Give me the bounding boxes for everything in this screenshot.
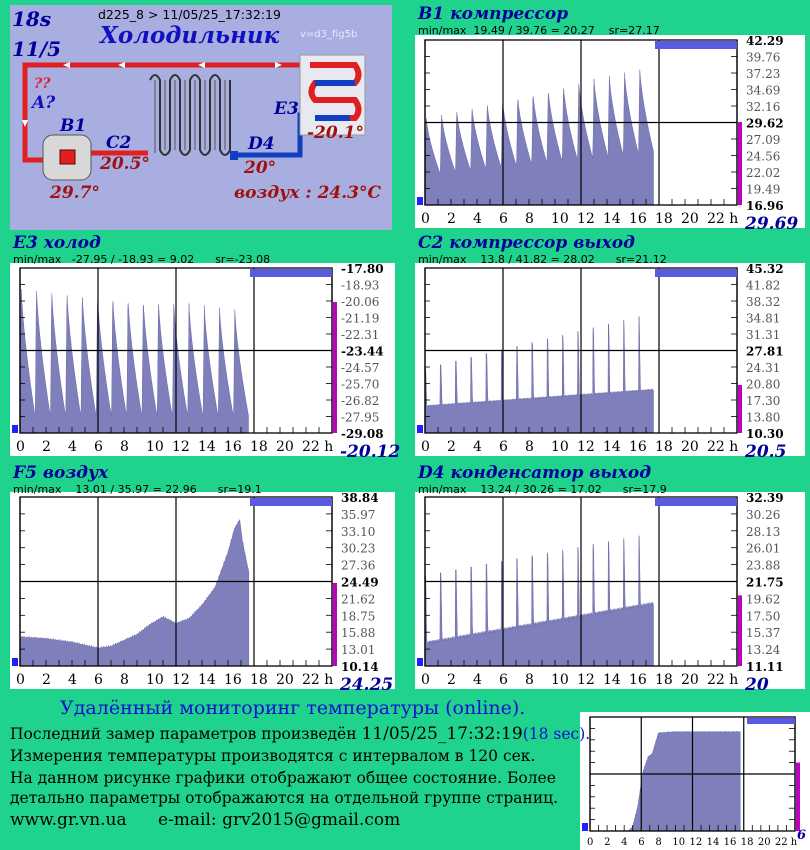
current-level-bar — [738, 122, 742, 205]
x-tick-label: 16 — [629, 439, 647, 455]
start-marker — [417, 658, 423, 666]
y-tick-label: 35.97 — [341, 507, 376, 522]
series-area — [425, 536, 654, 666]
chart-title-f5: F5 воздух — [13, 463, 109, 483]
current-level-bar — [333, 583, 337, 666]
x-tick-label: 20 — [757, 837, 771, 848]
chart-panel-extra — [580, 712, 810, 850]
y-tick-label: 34.69 — [746, 83, 781, 98]
air-temperature: воздух : 24.3°C — [234, 183, 382, 203]
x-tick-label: 6 — [499, 211, 508, 227]
y-tick-label: 10.30 — [746, 427, 784, 441]
device-timestamp: d225_8 > 11/05/25_17:32:19 — [98, 7, 281, 22]
y-tick-label: 24.49 — [341, 575, 379, 590]
chart-svg-f5 — [10, 492, 395, 689]
y-tick-label: 31.31 — [746, 328, 781, 342]
last-measure-time: 11/05/25_17:32:19 — [361, 724, 523, 744]
y-tick-label: -24.57 — [341, 361, 380, 375]
x-tick-label: 22 h — [302, 439, 334, 455]
y-tick-label: 33.10 — [341, 524, 376, 539]
chart-stats-e3: min/max -27.95 / -18.93 = 9.02 sr=-23.08 — [13, 253, 271, 266]
chart-title-c2: C2 компрессор выход — [418, 233, 635, 253]
current-value-extra: 6 — [797, 828, 807, 843]
chart-svg-c2 — [415, 263, 805, 456]
x-tick-label: 8 — [525, 211, 534, 227]
x-tick-label: 10 — [146, 439, 164, 455]
current-level-bar — [738, 595, 742, 666]
x-tick-label: 14 — [198, 672, 216, 688]
sensor-c2-value: 20.5° — [100, 154, 150, 174]
capillary-node — [230, 151, 238, 160]
chart-svg-e3 — [10, 263, 395, 456]
x-tick-label: 12 — [577, 672, 595, 688]
chart-panel-e3 — [10, 263, 395, 456]
x-tick-label: 2 — [42, 672, 51, 688]
measure-interval: (18 sec). — [522, 725, 591, 743]
y-tick-label: 41.82 — [746, 278, 781, 293]
chart-title-b1: B1 компрессор — [418, 4, 569, 24]
y-tick-label: 17.30 — [746, 394, 781, 408]
y-tick-label: 19.62 — [746, 592, 781, 607]
info-line-3: На данном рисунке графики отображают общее состояние. Более — [10, 769, 556, 787]
current-value-c2: 20.5 — [745, 442, 787, 462]
series-area — [425, 70, 654, 205]
y-tick-label: 22.02 — [746, 166, 781, 180]
current-level-bar — [333, 302, 337, 433]
x-tick-label: 16 — [723, 837, 737, 848]
x-tick-label: 2 — [447, 439, 456, 455]
x-tick-label: 18 — [740, 837, 754, 848]
x-tick-label: 20 — [681, 439, 699, 455]
x-tick-label: 2 — [447, 672, 456, 688]
current-value-f5: 24.25 — [340, 675, 394, 695]
y-tick-label: 27.36 — [341, 558, 376, 573]
y-tick-label: 19.49 — [746, 182, 781, 197]
x-tick-label: 12 — [577, 439, 595, 455]
x-tick-label: 20 — [681, 672, 699, 688]
period-bar — [250, 269, 332, 277]
x-tick-label: 4 — [473, 211, 482, 227]
x-tick-label: 4 — [68, 672, 77, 688]
x-tick-label: 18 — [250, 439, 268, 455]
x-tick-label: 0 — [421, 439, 430, 455]
y-tick-label: 27.09 — [746, 133, 781, 147]
x-tick-label: 12 — [172, 672, 190, 688]
y-tick-label: -17.80 — [341, 263, 384, 276]
x-tick-label: 12 — [172, 439, 190, 455]
y-tick-label: -20.06 — [341, 295, 380, 309]
x-tick-label: 10 — [146, 672, 164, 688]
start-marker — [12, 425, 18, 433]
y-tick-label: 37.23 — [746, 67, 781, 81]
chart-stats-b1: min/max 19.49 / 39.76 = 20.27 sr=27.17 — [418, 24, 660, 37]
website-link[interactable]: www.gr.vn.ua — [10, 810, 127, 830]
interval-label: 18s — [12, 7, 52, 31]
x-tick-label: 8 — [525, 439, 534, 455]
current-level-bar — [738, 385, 742, 433]
sensor-e3-label: E3 — [274, 99, 299, 119]
x-tick-label: 4 — [621, 837, 628, 848]
start-marker — [417, 425, 423, 433]
x-tick-label: 0 — [16, 439, 25, 455]
info-line-2: Измерения температуры производятся с интервалом в 120 сек. — [10, 747, 536, 765]
sensor-d4-value: 20° — [244, 158, 277, 178]
period-bar — [250, 498, 332, 506]
fridge-title: Холодильник — [100, 22, 280, 49]
y-tick-label: 13.01 — [341, 643, 376, 658]
sensor-c2-label: C2 — [106, 133, 132, 153]
chart-panel-d4 — [415, 492, 805, 689]
y-tick-label: 11.11 — [746, 660, 784, 674]
series-area — [20, 289, 249, 433]
current-value-d4: 20 — [745, 675, 769, 695]
email-link[interactable]: e-mail: grv2015@gmail.com — [158, 810, 401, 830]
x-tick-label: 18 — [655, 672, 673, 688]
period-bar — [655, 41, 737, 49]
x-tick-label: 6 — [94, 672, 103, 688]
x-tick-label: 6 — [499, 672, 508, 688]
x-tick-label: 10 — [551, 672, 569, 688]
x-tick-label: 20 — [276, 672, 294, 688]
y-tick-label: 26.01 — [746, 541, 781, 556]
x-tick-label: 4 — [473, 439, 482, 455]
x-tick-label: 6 — [94, 439, 103, 455]
x-tick-label: 12 — [577, 211, 595, 227]
y-tick-label: 39.76 — [746, 50, 781, 65]
info-line-4: детально параметры отображаются на отдельной группе страниц. — [10, 789, 559, 807]
series-area — [590, 731, 740, 832]
x-tick-label: 16 — [224, 439, 242, 455]
series-area — [20, 520, 249, 667]
y-tick-label: 18.75 — [341, 609, 376, 624]
series-area — [425, 317, 654, 433]
x-tick-label: 22 h — [774, 837, 798, 848]
x-tick-label: 0 — [16, 672, 25, 688]
x-tick-label: 8 — [120, 439, 129, 455]
x-tick-label: 0 — [587, 837, 594, 848]
x-tick-label: 14 — [706, 837, 720, 848]
info-line-1-prefix: Последний замер параметров произведён — [10, 725, 362, 743]
y-tick-label: -25.70 — [341, 377, 380, 392]
y-tick-label: 17.50 — [746, 609, 781, 624]
x-tick-label: 10 — [551, 439, 569, 455]
sensor-d4-label: D4 — [248, 134, 275, 154]
start-marker — [417, 197, 423, 205]
y-tick-label: -27.95 — [341, 410, 380, 425]
y-tick-label: 29.62 — [746, 116, 784, 131]
period-bar — [747, 718, 795, 724]
x-tick-label: 8 — [655, 837, 662, 848]
x-tick-label: 16 — [629, 672, 647, 688]
info-line-1 — [10, 724, 590, 744]
chart-stats-c2: min/max 13.8 / 41.82 = 28.02 sr=21.12 — [418, 253, 667, 266]
sensor-b1-value: 29.7° — [50, 183, 100, 203]
period-bar — [655, 269, 737, 277]
chart-svg-b1 — [415, 35, 805, 228]
y-tick-label: 21.75 — [746, 575, 784, 590]
chart-panel-c2 — [415, 263, 805, 456]
x-tick-label: 20 — [276, 439, 294, 455]
y-tick-label: 34.81 — [746, 311, 781, 326]
x-tick-label: 14 — [603, 439, 621, 455]
x-tick-label: 8 — [525, 672, 534, 688]
sensor-e3-value: -20.1° — [307, 123, 364, 143]
y-tick-label: 13.80 — [746, 410, 781, 425]
y-tick-label: 32.16 — [746, 100, 781, 114]
x-tick-label: 22 h — [707, 672, 739, 688]
y-tick-label: 24.31 — [746, 361, 781, 375]
date-label: 11/5 — [12, 37, 62, 61]
fridge-schematic-panel — [10, 5, 392, 230]
y-tick-label: 30.23 — [341, 541, 376, 556]
sensor-a-label: A? — [32, 93, 56, 113]
x-tick-label: 8 — [120, 672, 129, 688]
start-marker — [12, 658, 18, 666]
x-tick-label: 6 — [499, 439, 508, 455]
sensor-b1-label: B1 — [60, 116, 87, 136]
x-tick-label: 2 — [604, 837, 611, 848]
x-tick-label: 22 h — [302, 672, 334, 688]
chart-title-d4: D4 конденсатор выход — [418, 463, 652, 483]
y-tick-label: -21.19 — [341, 311, 380, 326]
y-tick-label: -22.31 — [341, 328, 380, 342]
period-bar — [655, 498, 737, 506]
y-tick-label: 15.88 — [341, 626, 376, 641]
x-tick-label: 4 — [473, 672, 482, 688]
y-tick-label: 42.29 — [746, 35, 784, 48]
version-label: v=d3_fig5b — [300, 29, 358, 40]
x-tick-label: 16 — [629, 211, 647, 227]
x-tick-label: 4 — [68, 439, 77, 455]
chart-title-e3: E3 холод — [13, 233, 101, 253]
y-tick-label: 38.84 — [341, 492, 379, 505]
compressor-indicator — [60, 150, 75, 164]
chart-svg-extra — [580, 712, 810, 850]
x-tick-label: 22 h — [707, 439, 739, 455]
chart-stats-f5: min/max 13.01 / 35.97 = 22.96 sr=19.1 — [13, 483, 262, 496]
y-tick-label: 21.62 — [341, 592, 376, 607]
current-level-bar — [796, 763, 800, 831]
chart-panel-f5 — [10, 492, 395, 689]
y-tick-label: -23.44 — [341, 344, 384, 359]
x-tick-label: 14 — [603, 672, 621, 688]
y-tick-label: 23.88 — [746, 558, 781, 573]
x-tick-label: 16 — [224, 672, 242, 688]
x-tick-label: 0 — [421, 211, 430, 227]
chart-stats-d4: min/max 13.24 / 30.26 = 17.02 sr=17.9 — [418, 483, 667, 496]
y-tick-label: 16.96 — [746, 199, 784, 213]
x-tick-label: 18 — [655, 439, 673, 455]
x-tick-label: 12 — [689, 837, 703, 848]
current-value-b1: 29.69 — [745, 214, 799, 234]
x-tick-label: 14 — [198, 439, 216, 455]
x-tick-label: 2 — [447, 211, 456, 227]
y-tick-label: 24.56 — [746, 149, 781, 164]
x-tick-label: 10 — [672, 837, 686, 848]
y-tick-label: 28.13 — [746, 524, 781, 539]
y-tick-label: 20.80 — [746, 377, 781, 392]
y-tick-label: 13.24 — [746, 643, 781, 658]
x-tick-label: 14 — [603, 211, 621, 227]
x-tick-label: 22 h — [707, 211, 739, 227]
unknown-mark: ?? — [34, 76, 51, 92]
y-tick-label: 27.81 — [746, 344, 784, 359]
y-tick-label: -29.08 — [341, 427, 384, 441]
y-tick-label: 30.26 — [746, 507, 781, 522]
y-tick-label: 32.39 — [746, 492, 784, 505]
y-tick-label: 10.14 — [341, 660, 379, 674]
x-tick-label: 2 — [42, 439, 51, 455]
x-tick-label: 18 — [250, 672, 268, 688]
y-tick-label: -26.82 — [341, 394, 380, 408]
x-tick-label: 20 — [681, 211, 699, 227]
start-marker — [582, 823, 588, 831]
y-tick-label: 15.37 — [746, 626, 781, 641]
chart-panel-b1 — [415, 35, 805, 228]
x-tick-label: 0 — [421, 672, 430, 688]
y-tick-label: -18.93 — [341, 278, 380, 293]
chart-svg-d4 — [415, 492, 805, 689]
condenser-coil — [150, 75, 230, 155]
current-value-e3: -20.12 — [340, 442, 401, 462]
x-tick-label: 10 — [551, 211, 569, 227]
y-tick-label: 45.32 — [746, 263, 784, 276]
x-tick-label: 6 — [638, 837, 645, 848]
x-tick-label: 18 — [655, 211, 673, 227]
y-tick-label: 38.32 — [746, 295, 781, 309]
info-heading: Удалённый мониторинг температуры (online). — [60, 697, 526, 719]
